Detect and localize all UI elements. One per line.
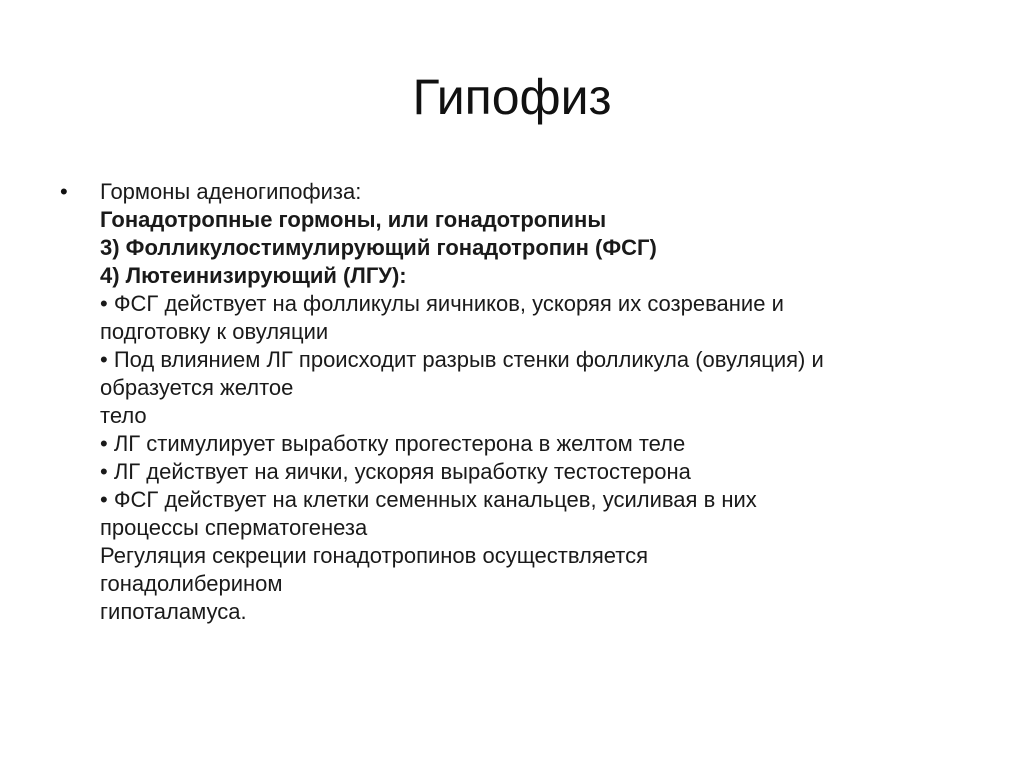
content-line-subtitle: Гормоны аденогипофиза: bbox=[100, 179, 362, 204]
content-line: • ЛГ стимулирует выработку прогестерона в желтом теле bbox=[100, 431, 686, 456]
bullet-marker: • bbox=[60, 179, 68, 204]
slide-content bbox=[100, 178, 980, 626]
content-line: образуется желтое bbox=[100, 375, 294, 400]
content-line: тело bbox=[100, 403, 147, 428]
content-line: подготовку к овуляции bbox=[100, 319, 329, 344]
content-line: • ФСГ действует на фолликулы яичников, ускоряя их созревание и bbox=[100, 291, 784, 316]
content-line-gonadotropins: Гонадотропные гормоны, или гонадотропины bbox=[100, 207, 607, 232]
content-line: гипоталамуса. bbox=[100, 599, 247, 624]
content-line-lh: 4) Лютеинизирующий (ЛГУ): bbox=[100, 263, 407, 288]
content-line: • ЛГ действует на яички, ускоряя выработку тестостерона bbox=[100, 459, 691, 484]
content-line-fsh: 3) Фолликулостимулирующий гонадотропин (ФСГ) bbox=[100, 235, 657, 260]
content-line: процессы сперматогенеза bbox=[100, 515, 368, 540]
content-line: Регуляция секреции гонадотропинов осуществляется bbox=[100, 543, 649, 568]
slide-title: Гипофиз bbox=[412, 69, 612, 125]
content-line: • Под влиянием ЛГ происходит разрыв стенки фолликула (овуляция) и bbox=[100, 347, 824, 372]
content-line: гонадолиберином bbox=[100, 571, 283, 596]
content-line: • ФСГ действует на клетки семенных канальцев, усиливая в них bbox=[100, 487, 757, 512]
